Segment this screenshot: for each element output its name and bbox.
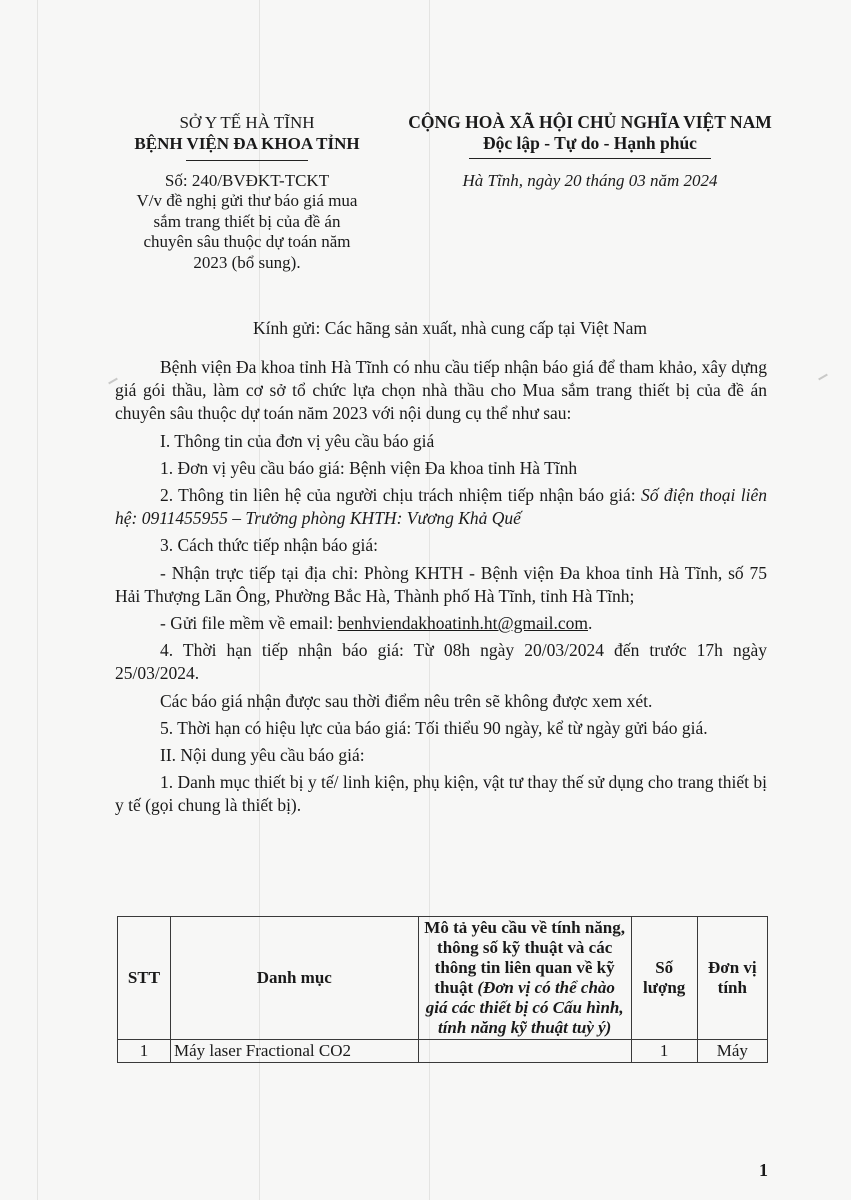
scan-line xyxy=(37,0,38,1200)
header-description-main: Mô tả yêu cầu về tính năng, thông số kỹ thuật và các thông tin liên quan về kỹ thuật xyxy=(424,918,626,997)
section-1-title: I. Thông tin của đơn vị yêu cầu báo giá xyxy=(160,430,435,451)
issuer-block xyxy=(112,112,382,273)
document-body xyxy=(115,356,767,818)
requesting-unit: 1. Đơn vị yêu cầu báo giá: Bệnh viện Đa khoa tỉnh Hà Tĩnh xyxy=(160,457,578,478)
header-name: Danh mục xyxy=(170,917,418,1040)
subject-line: chuyên sâu thuộc dự toán năm xyxy=(143,232,351,251)
department-name: SỞ Y TẾ HÀ TĨNH xyxy=(179,113,315,132)
cell-unit: Máy xyxy=(697,1040,767,1063)
validity-period: 5. Thời hạn có hiệu lực của báo giá: Tối thiểu 90 ngày, kể từ ngày gửi báo giá. xyxy=(160,717,708,738)
intro-paragraph: Bệnh viện Đa khoa tỉnh Hà Tĩnh có nhu cầu tiếp nhận báo giá để tham khảo, xây dựng giá gói thầu, làm cơ sở tổ chức lựa chọn nhà thầu cho Mua sắm trang thiết bị của đề án chuyên sâu thuộc dự toán năm 2023 với nội dung cụ thể như sau: xyxy=(115,357,767,424)
table-header-row xyxy=(118,917,768,1040)
cell-quantity: 1 xyxy=(631,1040,697,1063)
email-label: - Gửi file mềm về email: xyxy=(160,613,338,634)
section-2-title: II. Nội dung yêu cầu báo giá: xyxy=(160,745,365,766)
header-unit: Đơn vị tính xyxy=(697,917,767,1040)
hospital-name: BỆNH VIỆN ĐA KHOA TỈNH xyxy=(134,134,360,153)
header-stt: STT xyxy=(118,917,171,1040)
late-note: Các báo giá nhận được sau thời điểm nêu trên sẽ không được xem xét. xyxy=(160,690,653,711)
document-subject xyxy=(112,191,382,273)
cell-description xyxy=(418,1040,631,1063)
national-header xyxy=(385,112,795,191)
table-row xyxy=(118,1040,768,1063)
equipment-list-intro: 1. Danh mục thiết bị y tế/ linh kiện, phụ kiện, vật tư thay thế sử dụng cho trang thiết bị y tế (gọi chung là thiết bị). xyxy=(115,772,767,816)
subject-line: 2023 (bổ sung). xyxy=(193,252,301,272)
nation-title: CỘNG HOÀ XÃ HỘI CHỦ NGHĨA VIỆT NAM xyxy=(408,112,772,132)
contact-info xyxy=(115,484,767,530)
contact-details: Số điện thoại liên hệ: 0911455955 – Trưởng phòng KHTH: Vương Khả Quế xyxy=(115,485,767,529)
email-link[interactable]: benhviendakhoatinh.ht@gmail.com xyxy=(337,613,588,634)
receipt-method: 3. Cách thức tiếp nhận báo giá: xyxy=(160,535,378,556)
receipt-deadline: 4. Thời hạn tiếp nhận báo giá: Từ 08h ngày 20/03/2024 đến trước 17h ngày 25/03/2024. xyxy=(115,640,767,684)
header-description xyxy=(418,917,631,1040)
header-description-note: (Đơn vị có thể chào giá các thiết bị có Cấu hình, tính năng kỹ thuật tuỳ ý) xyxy=(425,978,624,1037)
contact-label: 2. Thông tin liên hệ của người chịu trách nhiệm tiếp nhận báo giá: xyxy=(160,485,642,506)
divider xyxy=(186,160,308,161)
subject-line: V/v đề nghị gửi thư báo giá mua xyxy=(136,191,358,210)
scan-speck xyxy=(818,374,828,381)
document-number: Số: 240/BVĐKT-TCKT xyxy=(164,171,330,190)
divider xyxy=(469,158,711,159)
subject-line: sắm trang thiết bị của đề án xyxy=(153,211,341,231)
page-number: 1 xyxy=(759,1160,768,1180)
receipt-email xyxy=(115,612,767,635)
national-motto: Độc lập - Tự do - Hạnh phúc xyxy=(483,133,697,153)
place-date: Hà Tĩnh, ngày 20 tháng 03 năm 2024 xyxy=(462,171,718,190)
greeting: Kính gửi: Các hãng sản xuất, nhà cung cấp tại Việt Nam xyxy=(253,318,647,338)
receipt-address: - Nhận trực tiếp tại địa chỉ: Phòng KHTH - Bệnh viện Đa khoa tỉnh Hà Tĩnh, số 75 Hải Thượng Lãn Ông, Phường Bắc Hà, Thành phố Hà Tĩnh, tỉnh Hà Tĩnh; xyxy=(115,562,767,606)
cell-name: Máy laser Fractional CO2 xyxy=(170,1040,418,1063)
equipment-table xyxy=(117,916,768,1063)
header-quantity: Số lượng xyxy=(631,917,697,1040)
cell-stt: 1 xyxy=(118,1040,171,1063)
email-suffix: . xyxy=(588,613,593,634)
